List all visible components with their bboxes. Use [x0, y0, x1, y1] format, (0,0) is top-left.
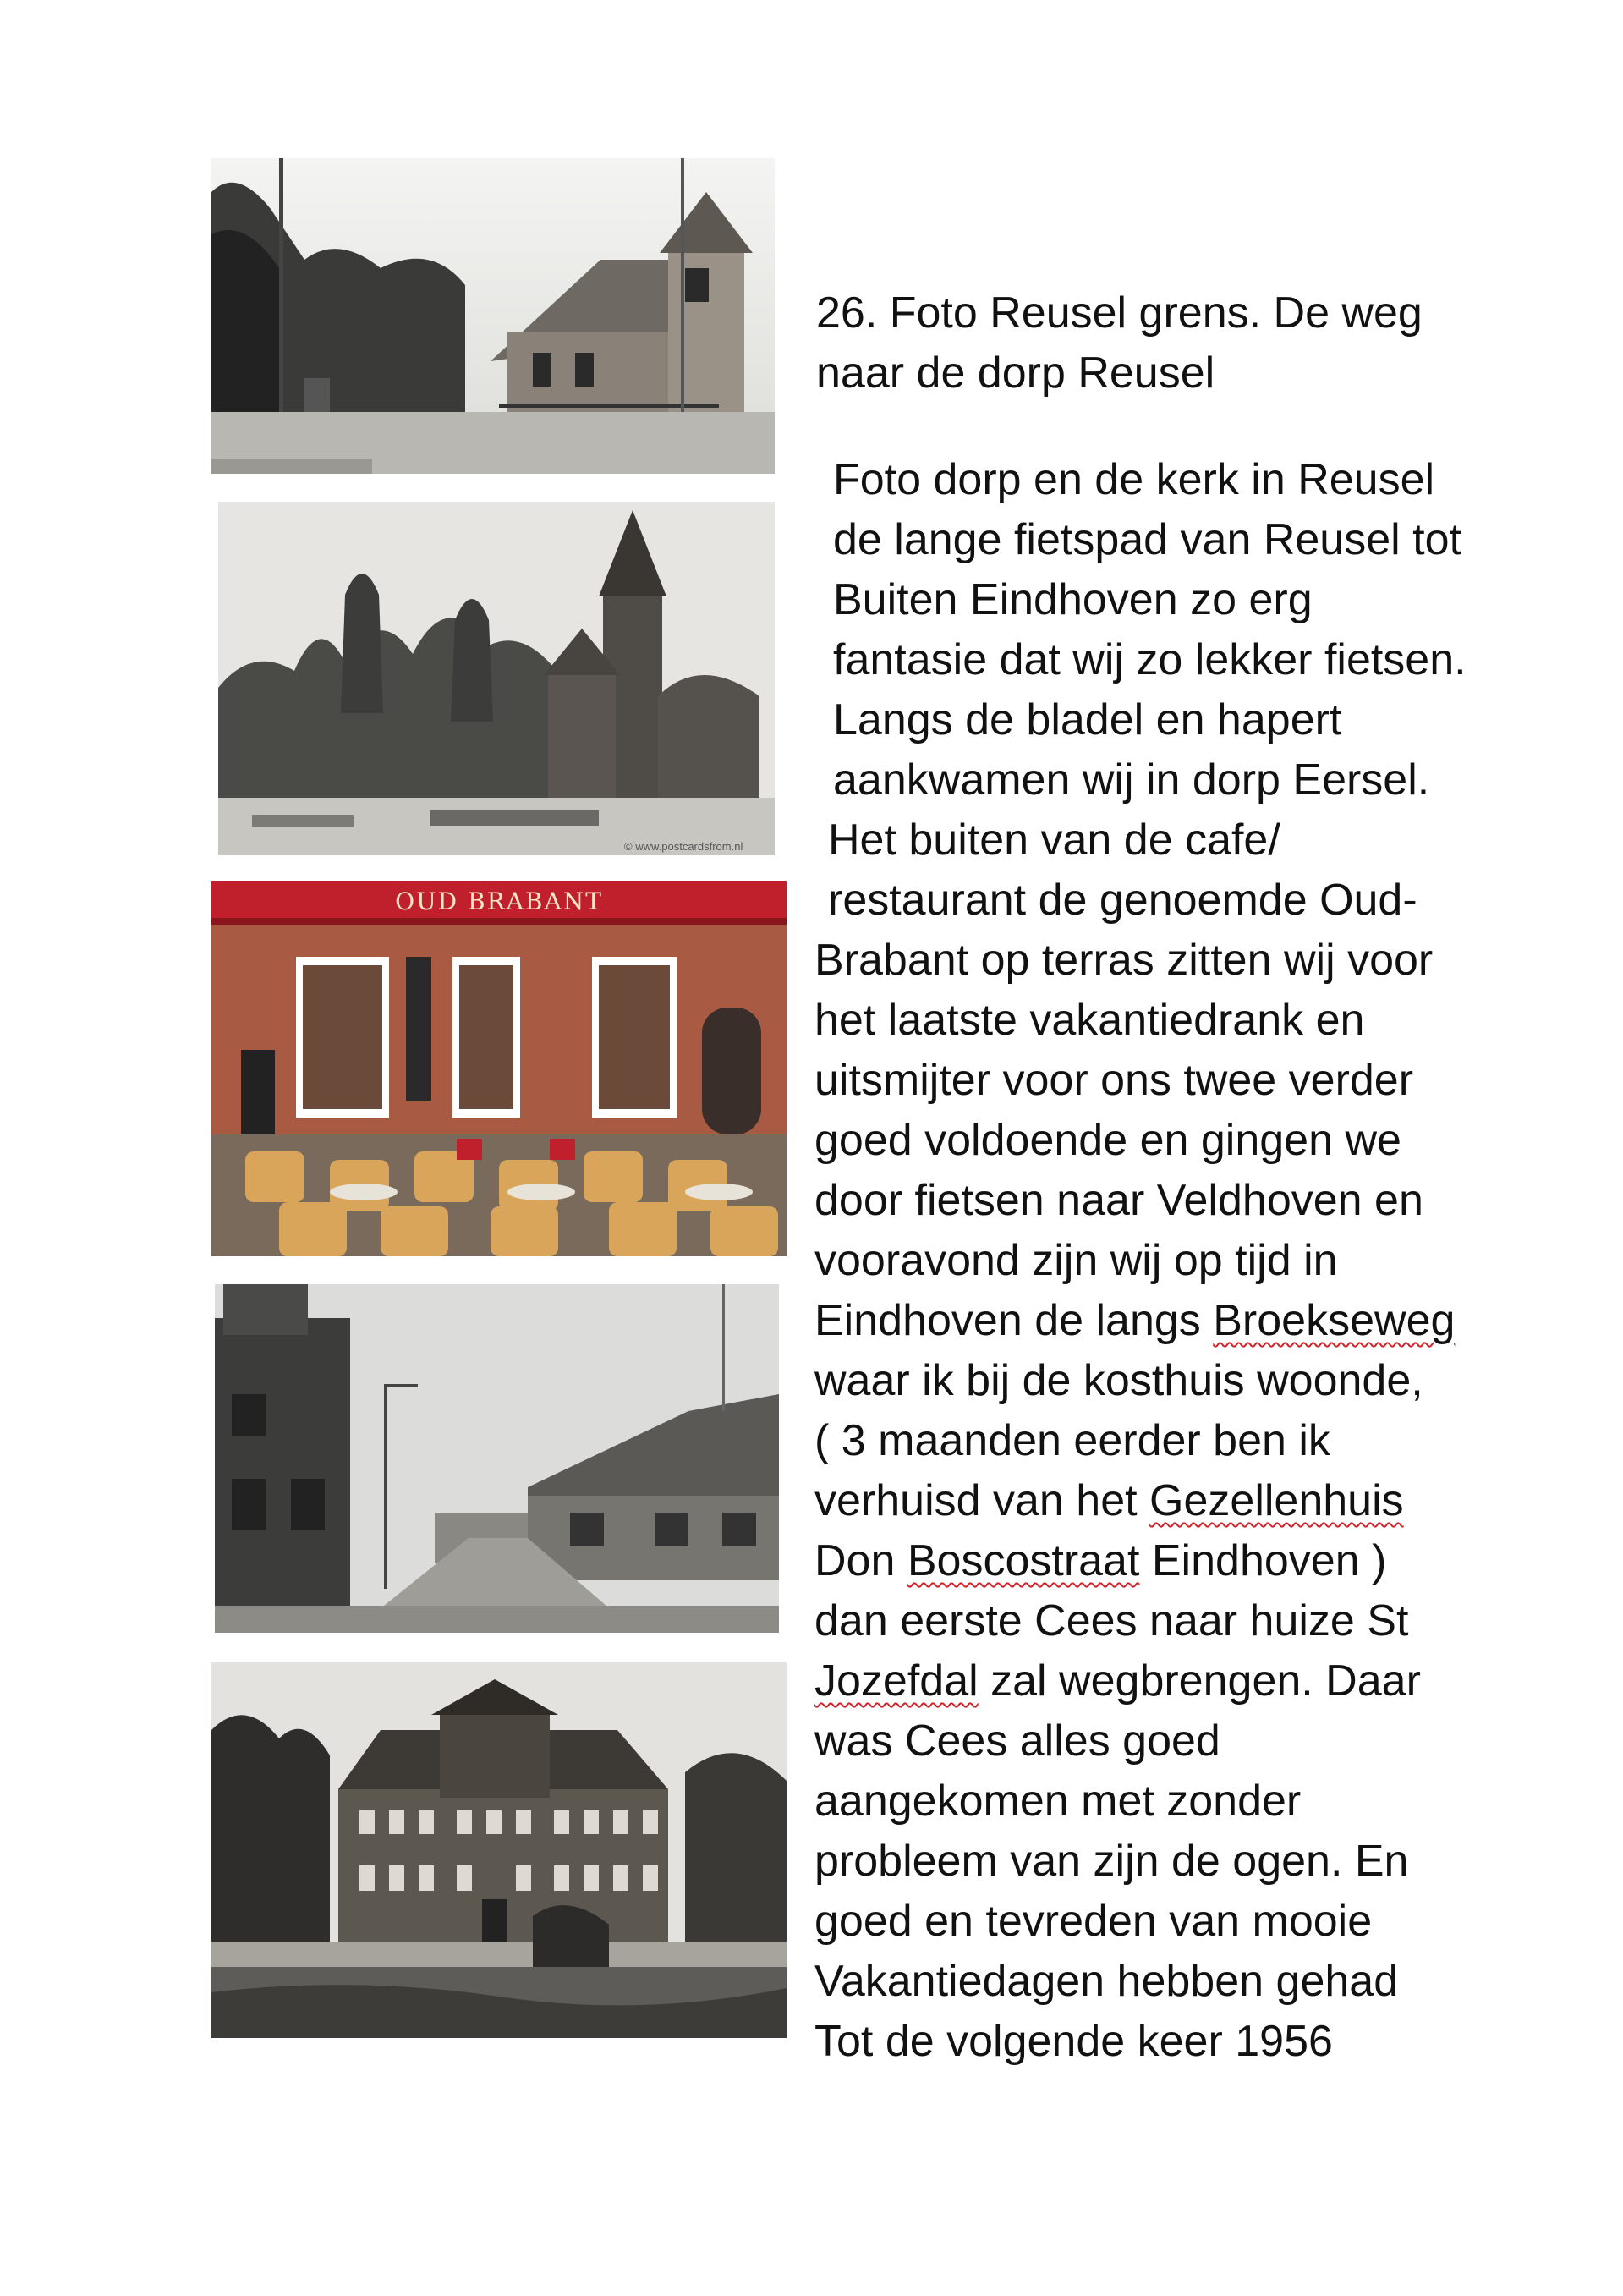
body-text: Eindhoven ) — [1139, 1536, 1387, 1585]
body-line: aankwamen wij in dorp Eersel. — [833, 755, 1430, 805]
body-line: ( 3 maanden eerder ben ik — [814, 1416, 1330, 1465]
body-line: Het buiten van de cafe/ — [828, 816, 1280, 865]
body-line: Brabant op terras zitten wij voor — [814, 936, 1434, 985]
broekseweg-street-photo — [215, 1284, 779, 1633]
body-line: waar ik bij de kosthuis woonde, — [814, 1356, 1423, 1405]
body-line: goed en tevreden van mooie — [814, 1897, 1373, 1946]
heading-line: 26. Foto Reusel grens. De weg — [816, 288, 1423, 338]
reusel-church-photo — [218, 502, 775, 855]
body-line: Foto dorp en de kerk in Reusel — [833, 455, 1435, 504]
body-line: vooravond zijn wij op tijd in — [814, 1236, 1338, 1285]
photo-icon — [211, 158, 775, 474]
body-text: verhuisd van het — [814, 1476, 1150, 1525]
body-line: het laatste vakantiedrank en — [814, 996, 1365, 1045]
body-line: Buiten Eindhoven zo erg — [833, 575, 1313, 624]
reusel-border-photo — [211, 158, 775, 474]
photo-icon — [215, 1284, 779, 1633]
body-line: aangekomen met zonder — [814, 1777, 1302, 1826]
caption-text — [814, 283, 1550, 2072]
body-line: de lange fietspad van Reusel tot — [833, 515, 1461, 564]
spellcheck-word: Broekseweg — [1213, 1296, 1456, 1345]
body-line: Langs de bladel en hapert — [833, 695, 1342, 744]
photo-icon — [211, 881, 787, 1256]
photo-icon — [218, 502, 775, 855]
body-line: goed voldoende en gingen we — [814, 1116, 1401, 1165]
oud-brabant-cafe-photo — [211, 881, 787, 1256]
body-line: restaurant de genoemde Oud- — [828, 876, 1417, 925]
body-text: Don — [814, 1536, 907, 1585]
body-line — [814, 1651, 1550, 1711]
body-text: zal wegbrengen. Daar — [978, 1656, 1421, 1706]
body-line — [814, 1471, 1550, 1531]
body-line: Vakantiedagen hebben gehad — [814, 1957, 1399, 2006]
body-line: probleem van zijn de ogen. En — [814, 1837, 1409, 1886]
photo-credit: © www.postcardsfrom.nl — [624, 840, 743, 853]
body-line: was Cees alles goed — [814, 1717, 1220, 1766]
body-line: fantasie dat wij zo lekker fietsen. — [833, 635, 1467, 684]
body-line — [814, 1291, 1550, 1351]
heading-line: naar de dorp Reusel — [816, 349, 1215, 398]
cafe-sign: OUD BRABANT — [395, 887, 603, 915]
spellcheck-word: Boscostraat — [907, 1536, 1140, 1585]
body-line: Tot de volgende keer 1956 — [814, 2017, 1333, 2066]
spellcheck-word: Jozefdal — [814, 1656, 979, 1706]
body-line — [814, 1531, 1550, 1591]
spellcheck-word: Gezellenhuis — [1149, 1476, 1404, 1525]
photo-icon — [211, 1662, 787, 2038]
body-line: door fietsen naar Veldhoven en — [814, 1176, 1423, 1225]
body-text: Eindhoven de langs — [814, 1296, 1214, 1345]
body-line: dan eerste Cees naar huize St — [814, 1596, 1409, 1645]
body-line: uitsmijter voor ons twee verder — [814, 1056, 1414, 1105]
jozefdal-house-photo — [211, 1662, 787, 2038]
